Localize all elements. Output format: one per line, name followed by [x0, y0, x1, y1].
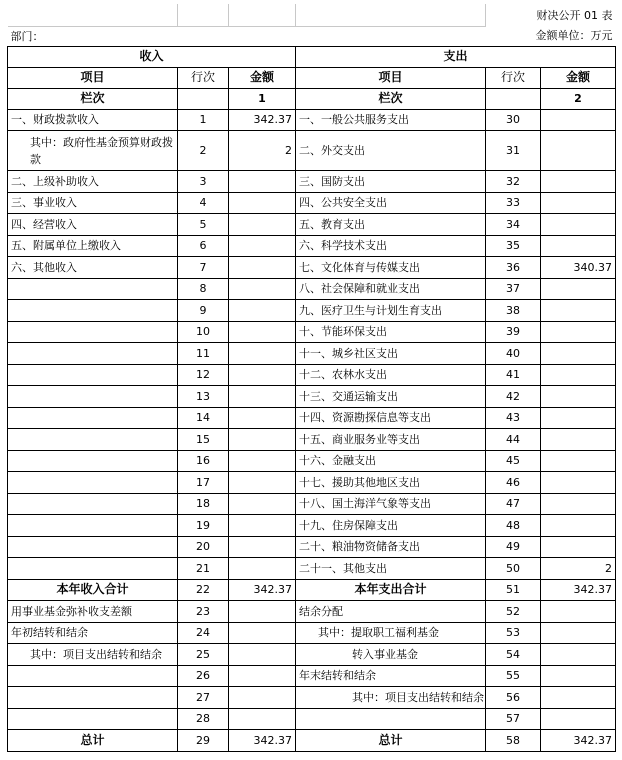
expense-amount: 2	[541, 558, 616, 580]
income-line-no: 1	[178, 109, 229, 131]
income-item	[8, 665, 178, 687]
table-row	[8, 343, 616, 365]
table-row	[8, 493, 616, 515]
table-row	[8, 536, 616, 558]
income-line-no: 12	[178, 364, 229, 386]
table-row	[8, 109, 616, 131]
expense-line-no: 57	[486, 708, 541, 730]
column-header-row	[8, 67, 616, 88]
table-row	[8, 515, 616, 537]
income-item	[8, 407, 178, 429]
income-amount	[229, 235, 296, 257]
expense-total-line: 51	[486, 579, 541, 601]
income-item	[8, 300, 178, 322]
income-amount	[229, 214, 296, 236]
table-row	[8, 257, 616, 279]
income-amount-header: 金额	[229, 67, 296, 88]
income-line-no: 2	[178, 131, 229, 171]
income-line-no: 10	[178, 321, 229, 343]
income-item: 四、经营收入	[8, 214, 178, 236]
table-row	[8, 665, 616, 687]
income-grand-total-label: 总计	[8, 730, 178, 752]
expense-amount	[541, 214, 616, 236]
expense-item: 十九、住房保障支出	[296, 515, 486, 537]
income-item: 五、附属单位上缴收入	[8, 235, 178, 257]
expense-amount	[541, 536, 616, 558]
income-item	[8, 472, 178, 494]
table-row	[8, 601, 616, 623]
income-line-no: 8	[178, 278, 229, 300]
form-number: 财决公开 01 表	[536, 8, 613, 22]
income-amount	[229, 644, 296, 666]
expense-line-no: 48	[486, 515, 541, 537]
expense-total-amount: 342.37	[541, 579, 616, 601]
expense-item: 十二、农林水支出	[296, 364, 486, 386]
expense-amount	[541, 321, 616, 343]
expense-amount	[541, 429, 616, 451]
expense-amount	[541, 192, 616, 214]
income-line-header: 行次	[178, 67, 229, 88]
income-amount	[229, 601, 296, 623]
table-row	[8, 192, 616, 214]
income-item	[8, 536, 178, 558]
income-line-no: 4	[178, 192, 229, 214]
income-amount	[229, 493, 296, 515]
table-row	[8, 386, 616, 408]
table-row	[8, 131, 616, 171]
income-amount	[229, 429, 296, 451]
income-item: 年初结转和结余	[8, 622, 178, 644]
expense-grand-total-line: 58	[486, 730, 541, 752]
expense-line-no: 46	[486, 472, 541, 494]
table-row	[8, 278, 616, 300]
income-amount	[229, 364, 296, 386]
expense-item	[296, 708, 486, 730]
table-row	[8, 450, 616, 472]
income-line-no: 6	[178, 235, 229, 257]
income-line-no: 25	[178, 644, 229, 666]
income-column-number: 1	[229, 88, 296, 109]
income-line-no: 15	[178, 429, 229, 451]
income-line-no: 3	[178, 171, 229, 193]
table-row	[8, 235, 616, 257]
expense-line-no: 43	[486, 407, 541, 429]
income-item	[8, 708, 178, 730]
income-item	[8, 364, 178, 386]
table-row	[8, 558, 616, 580]
income-item	[8, 450, 178, 472]
expense-item: 十八、国土海洋气象等支出	[296, 493, 486, 515]
expense-line-no: 40	[486, 343, 541, 365]
expense-amount	[541, 665, 616, 687]
income-line-no: 23	[178, 601, 229, 623]
income-section-header: 收入	[8, 46, 296, 67]
table-row	[8, 364, 616, 386]
income-item: 六、其他收入	[8, 257, 178, 279]
income-line-no: 24	[178, 622, 229, 644]
expense-line-no: 37	[486, 278, 541, 300]
expense-grand-total-label: 总计	[296, 730, 486, 752]
income-line-no: 16	[178, 450, 229, 472]
income-amount	[229, 192, 296, 214]
income-amount	[229, 515, 296, 537]
expense-line-no: 38	[486, 300, 541, 322]
expense-amount	[541, 235, 616, 257]
expense-line-no: 50	[486, 558, 541, 580]
meta-row	[8, 26, 616, 46]
income-line-no: 14	[178, 407, 229, 429]
income-item	[8, 386, 178, 408]
expense-amount	[541, 515, 616, 537]
income-item	[8, 429, 178, 451]
table-row	[8, 622, 616, 644]
expense-line-no: 45	[486, 450, 541, 472]
income-amount	[229, 665, 296, 687]
income-amount	[229, 450, 296, 472]
income-amount	[229, 407, 296, 429]
annual-total-row	[8, 579, 616, 601]
expense-item: 二十一、其他支出	[296, 558, 486, 580]
income-item	[8, 558, 178, 580]
expense-amount	[541, 109, 616, 131]
expense-item: 十一、城乡社区支出	[296, 343, 486, 365]
expense-line-no: 42	[486, 386, 541, 408]
income-line-no: 21	[178, 558, 229, 580]
title-row	[8, 4, 616, 26]
expense-item: 六、科学技术支出	[296, 235, 486, 257]
table-row	[8, 687, 616, 709]
table-row	[8, 214, 616, 236]
income-item: 二、上级补助收入	[8, 171, 178, 193]
income-amount	[229, 472, 296, 494]
income-total-line: 22	[178, 579, 229, 601]
expense-amount	[541, 493, 616, 515]
income-item	[8, 515, 178, 537]
department-label: 部门：	[10, 29, 44, 43]
income-total-amount: 342.37	[229, 579, 296, 601]
expense-item: 十七、援助其他地区支出	[296, 472, 486, 494]
unit-label: 金额单位：万元	[535, 29, 613, 43]
expense-item: 十、节能环保支出	[296, 321, 486, 343]
income-item: 三、事业收入	[8, 192, 178, 214]
expense-line-no: 36	[486, 257, 541, 279]
income-amount	[229, 278, 296, 300]
grand-total-row	[8, 730, 616, 752]
expense-amount	[541, 131, 616, 171]
income-line-no: 20	[178, 536, 229, 558]
expense-column-number: 2	[541, 88, 616, 109]
income-amount	[229, 321, 296, 343]
income-line-no: 13	[178, 386, 229, 408]
expense-item: 七、文化体育与传媒支出	[296, 257, 486, 279]
expense-grand-total-amount: 342.37	[541, 730, 616, 752]
income-amount	[229, 558, 296, 580]
income-expense-table	[7, 4, 616, 752]
expense-amount	[541, 278, 616, 300]
expense-amount	[541, 364, 616, 386]
income-item	[8, 687, 178, 709]
expense-item: 八、社会保障和就业支出	[296, 278, 486, 300]
expense-amount	[541, 644, 616, 666]
expense-line-no: 41	[486, 364, 541, 386]
income-item	[8, 343, 178, 365]
income-line-no: 17	[178, 472, 229, 494]
income-line-no: 18	[178, 493, 229, 515]
expense-item: 十六、金融支出	[296, 450, 486, 472]
income-grand-total-line: 29	[178, 730, 229, 752]
expense-item: 五、教育支出	[296, 214, 486, 236]
expense-line-no: 53	[486, 622, 541, 644]
income-amount	[229, 687, 296, 709]
expense-item: 十五、商业服务业等支出	[296, 429, 486, 451]
expense-line-no: 39	[486, 321, 541, 343]
expense-amount	[541, 407, 616, 429]
income-item	[8, 321, 178, 343]
table-row	[8, 429, 616, 451]
income-line-no: 27	[178, 687, 229, 709]
expense-column-row-label: 栏次	[296, 88, 486, 109]
expense-amount	[541, 472, 616, 494]
expense-item: 年末结转和结余	[296, 665, 486, 687]
income-item: 其中：项目支出结转和结余	[8, 644, 178, 666]
expense-line-header: 行次	[486, 67, 541, 88]
income-item: 其中：政府性基金预算财政拨款	[8, 131, 178, 171]
income-amount	[229, 536, 296, 558]
income-amount: 342.37	[229, 109, 296, 131]
income-item	[8, 493, 178, 515]
table-row	[8, 171, 616, 193]
expense-line-no: 35	[486, 235, 541, 257]
expense-amount	[541, 687, 616, 709]
expense-line-no: 30	[486, 109, 541, 131]
expense-item: 三、国防支出	[296, 171, 486, 193]
income-amount	[229, 708, 296, 730]
income-line-no: 9	[178, 300, 229, 322]
expense-amount	[541, 343, 616, 365]
income-line-no: 19	[178, 515, 229, 537]
expense-line-no: 49	[486, 536, 541, 558]
income-line-no: 26	[178, 665, 229, 687]
expense-item: 二十、粮油物资储备支出	[296, 536, 486, 558]
income-line-no: 11	[178, 343, 229, 365]
expense-amount	[541, 171, 616, 193]
income-item-header: 项目	[8, 67, 178, 88]
expense-amount: 340.37	[541, 257, 616, 279]
expense-item: 其中：提取职工福利基金	[296, 622, 486, 644]
table-row	[8, 321, 616, 343]
expense-amount	[541, 450, 616, 472]
income-line-no: 5	[178, 214, 229, 236]
column-number-row	[8, 88, 616, 109]
table-row	[8, 472, 616, 494]
section-header-row	[8, 46, 616, 67]
expense-line-no: 31	[486, 131, 541, 171]
income-amount	[229, 386, 296, 408]
expense-amount	[541, 300, 616, 322]
income-amount	[229, 343, 296, 365]
expense-section-header: 支出	[296, 46, 616, 67]
expense-line-no: 32	[486, 171, 541, 193]
income-total-label: 本年收入合计	[8, 579, 178, 601]
expense-item: 结余分配	[296, 601, 486, 623]
income-item	[8, 278, 178, 300]
expense-item: 九、医疗卫生与计划生育支出	[296, 300, 486, 322]
income-grand-total-amount: 342.37	[229, 730, 296, 752]
expense-item: 十四、资源勘探信息等支出	[296, 407, 486, 429]
income-item: 一、财政拨款收入	[8, 109, 178, 131]
expense-item: 转入事业基金	[296, 644, 486, 666]
expense-line-no: 55	[486, 665, 541, 687]
expense-amount	[541, 601, 616, 623]
expense-item: 十三、交通运输支出	[296, 386, 486, 408]
income-line-no: 7	[178, 257, 229, 279]
expense-line-no: 47	[486, 493, 541, 515]
income-item: 用事业基金弥补收支差额	[8, 601, 178, 623]
expense-amount	[541, 622, 616, 644]
income-amount	[229, 171, 296, 193]
income-column-row-label: 栏次	[8, 88, 178, 109]
income-amount: 2	[229, 131, 296, 171]
expense-line-no: 52	[486, 601, 541, 623]
table-row	[8, 644, 616, 666]
expense-item: 其中：项目支出结转和结余	[296, 687, 486, 709]
table-row	[8, 708, 616, 730]
income-line-no: 28	[178, 708, 229, 730]
expense-amount	[541, 708, 616, 730]
expense-total-label: 本年支出合计	[296, 579, 486, 601]
expense-amount-header: 金额	[541, 67, 616, 88]
expense-line-no: 34	[486, 214, 541, 236]
table-row	[8, 407, 616, 429]
expense-line-no: 56	[486, 687, 541, 709]
income-amount	[229, 300, 296, 322]
expense-item: 二、外交支出	[296, 131, 486, 171]
income-amount	[229, 257, 296, 279]
table-row	[8, 300, 616, 322]
expense-line-no: 33	[486, 192, 541, 214]
expense-amount	[541, 386, 616, 408]
expense-line-no: 54	[486, 644, 541, 666]
expense-item-header: 项目	[296, 67, 486, 88]
income-amount	[229, 622, 296, 644]
expense-item: 一、一般公共服务支出	[296, 109, 486, 131]
expense-line-no: 44	[486, 429, 541, 451]
expense-item: 四、公共安全支出	[296, 192, 486, 214]
